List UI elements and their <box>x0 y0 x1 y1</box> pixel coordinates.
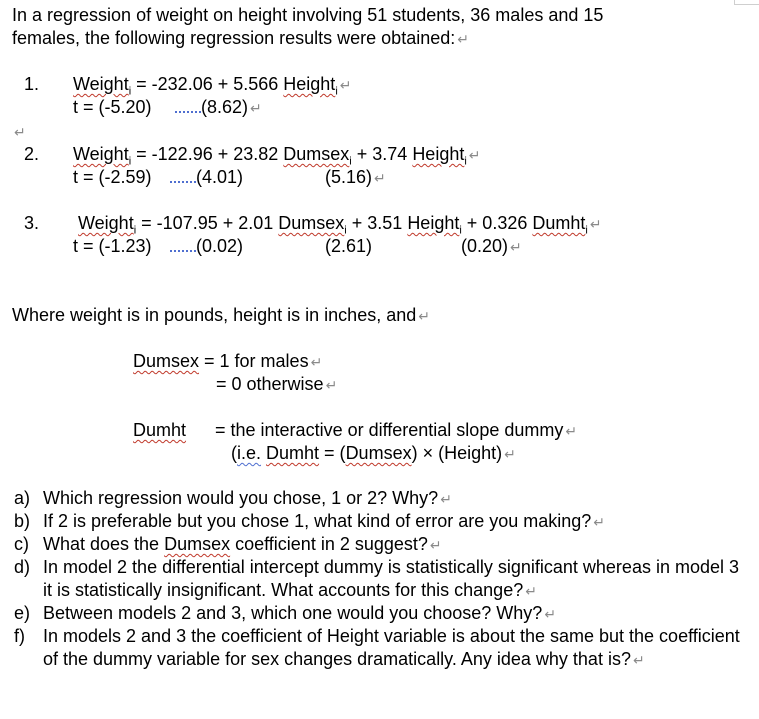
paragraph-mark: ↵ <box>589 216 602 232</box>
model-1-t-height <box>175 96 262 119</box>
question-c-line <box>43 533 744 557</box>
model-1-t-label: t = (-5.20) <box>73 97 152 117</box>
dumsex-def-word: Dumsex <box>133 351 200 371</box>
where-line-text: Where weight is in pounds, height is in inches, and <box>12 305 417 325</box>
question-e-line <box>43 602 744 626</box>
model-2-equation-part-a: = -122.96 + 23.82 <box>131 144 284 164</box>
model-2-t-label: t = (-2.59) <box>73 167 152 187</box>
model-2-weight-subscript: i <box>128 155 132 168</box>
model-3-height-word: Height <box>407 213 460 233</box>
paragraph-mark: ↵ <box>457 31 469 47</box>
intro-line-1: In a regression of weight on height involving 51 students, 36 males and 15 <box>12 5 604 25</box>
dumht-def-text: = the interactive or differential slope dummy <box>215 420 564 440</box>
dumsex-formula-word: Dumsex <box>345 443 412 463</box>
dumht-word <box>133 419 186 441</box>
model-1-weight-word: Weight <box>73 74 129 94</box>
dumsex-otherwise <box>216 373 337 396</box>
question-d-line <box>43 556 744 602</box>
model-3-weight-subscript: i <box>133 224 137 237</box>
question-c-text-a: What does the <box>43 534 165 554</box>
question-f <box>14 625 744 671</box>
formula-times-height: ) × (Height) <box>411 443 503 463</box>
model-3-height-subscript: i <box>459 224 462 237</box>
spacing-squiggle <box>175 105 201 113</box>
model-2-equation-part-b: + 3.74 <box>351 144 413 164</box>
model-2-number: 2. <box>24 144 40 164</box>
model-2-weight-word: Weight <box>73 144 129 164</box>
dumht-formula-word: Dumht <box>266 443 320 463</box>
question-b-text: If 2 is preferable but you chose 1, what kind of error are you making? <box>43 511 592 531</box>
model-1-equation-part-a: = -232.06 + 5.566 <box>131 74 284 94</box>
question-c <box>14 533 744 557</box>
model-3-weight-word: Weight <box>78 213 134 233</box>
paragraph-mark: ↵ <box>632 651 645 668</box>
question-e <box>14 602 744 626</box>
paragraph-mark: ↵ <box>374 170 386 186</box>
paragraph-mark: ↵ <box>310 354 323 370</box>
question-b-line <box>43 510 744 534</box>
model-3-t-label: t = (-1.23) <box>73 236 152 256</box>
question-e-label: e) <box>14 603 31 623</box>
paragraph-mark: ↵ <box>565 423 578 439</box>
paragraph-mark: ↵ <box>468 147 481 163</box>
intro-line-2-text: females, the following regression results were obtained: <box>12 28 456 48</box>
question-d-label: d) <box>14 557 31 577</box>
intro-paragraph <box>12 4 752 51</box>
paragraph-mark: ↵ <box>544 606 557 622</box>
spacing-squiggle <box>170 244 196 252</box>
question-c-label: c) <box>14 534 29 554</box>
model-3-t-dumsex <box>170 235 243 257</box>
ie-open-paren: ( <box>231 443 237 463</box>
model-2-dumsex-subscript: i <box>349 155 352 168</box>
model-3-number: 3. <box>24 213 40 233</box>
dumht-definition <box>215 419 577 442</box>
question-b-label: b) <box>14 511 31 531</box>
paragraph-mark: ↵ <box>525 582 537 599</box>
question-c-dumsex-word: Dumsex <box>164 534 231 554</box>
paragraph-mark: ↵ <box>593 514 606 530</box>
model-1-height-subscript: i <box>335 85 338 98</box>
question-d <box>14 556 744 602</box>
model-3-t-dumht-value: (0.20) <box>461 236 509 256</box>
question-b <box>14 510 744 534</box>
model-3-dumsex-subscript: i <box>344 224 347 237</box>
question-f-text: In models 2 and 3 the coefficient of Height variable is about the same but the coefficient of the dummy variable for sex changes dramatically. Any idea why that is? <box>43 626 740 669</box>
empty-paragraph <box>12 120 26 143</box>
model-3-dumsex-word: Dumsex <box>278 213 345 233</box>
model-3-equation-part-a: = -107.95 + 2.01 <box>136 213 279 233</box>
paragraph-mark: ↵ <box>14 124 26 140</box>
formula-equals: = ( <box>319 443 346 463</box>
question-a <box>14 487 744 511</box>
intro-line-2 <box>12 27 752 51</box>
question-c-text-b: coefficient in 2 suggest? <box>230 534 428 554</box>
model-3-dumht-subscript: i <box>585 224 588 237</box>
dumht-formula <box>231 442 516 465</box>
paragraph-mark: ↵ <box>339 77 352 93</box>
question-f-line <box>43 625 744 671</box>
model-2-height-word: Height <box>412 144 465 164</box>
model-3-t-dumht <box>461 235 522 258</box>
dumsex-otherwise-text: = 0 otherwise <box>216 374 324 394</box>
model-3-t-dumsex-value: (0.02) <box>196 236 244 256</box>
ie-abbrev: i.e. <box>237 443 262 463</box>
paragraph-mark: ↵ <box>250 100 262 116</box>
model-2-t-dumsex <box>170 166 243 188</box>
paragraph-mark: ↵ <box>440 491 452 507</box>
model-3-t-height: (2.61) <box>325 236 373 256</box>
dumht-def-word: Dumht <box>133 420 187 440</box>
model-3-equation-part-b: + 3.51 <box>346 213 408 233</box>
model-2-t-dumsex-value: (4.01) <box>196 167 244 187</box>
model-2-t-height-value: (5.16) <box>325 167 373 187</box>
model-1-height-word: Height <box>283 74 336 94</box>
question-a-label: a) <box>14 488 31 508</box>
model-3-dumht-word: Dumht <box>532 213 586 233</box>
question-e-text: Between models 2 and 3, which one would you choose? Why? <box>43 603 543 623</box>
question-f-label: f) <box>14 626 25 646</box>
model-3-equation-part-c: + 0.326 <box>461 213 533 233</box>
model-2-t-height <box>325 166 386 189</box>
spacing-squiggle <box>170 175 196 183</box>
model-1-number: 1. <box>24 74 40 94</box>
question-a-text: Which regression would you chose, 1 or 2? Why? <box>43 488 439 508</box>
dumsex-def-males: = 1 for males <box>199 351 309 371</box>
where-line <box>12 304 430 327</box>
dumsex-definition <box>133 350 322 373</box>
question-a-line <box>43 487 744 511</box>
model-1-t-height-value: (8.62) <box>201 97 249 117</box>
paragraph-mark: ↵ <box>504 446 516 462</box>
model-1-weight-subscript: i <box>128 85 132 98</box>
paragraph-mark: ↵ <box>429 537 442 553</box>
paragraph-mark: ↵ <box>418 308 430 324</box>
paragraph-mark: ↵ <box>325 377 338 393</box>
paragraph-mark: ↵ <box>510 239 522 255</box>
model-2-dumsex-word: Dumsex <box>283 144 350 164</box>
question-d-text: In model 2 the differential intercept dummy is statistically significant whereas in model 3 it is statistically insignificant. What accounts for this change? <box>43 557 739 600</box>
model-2-height-subscript: i <box>464 155 467 168</box>
